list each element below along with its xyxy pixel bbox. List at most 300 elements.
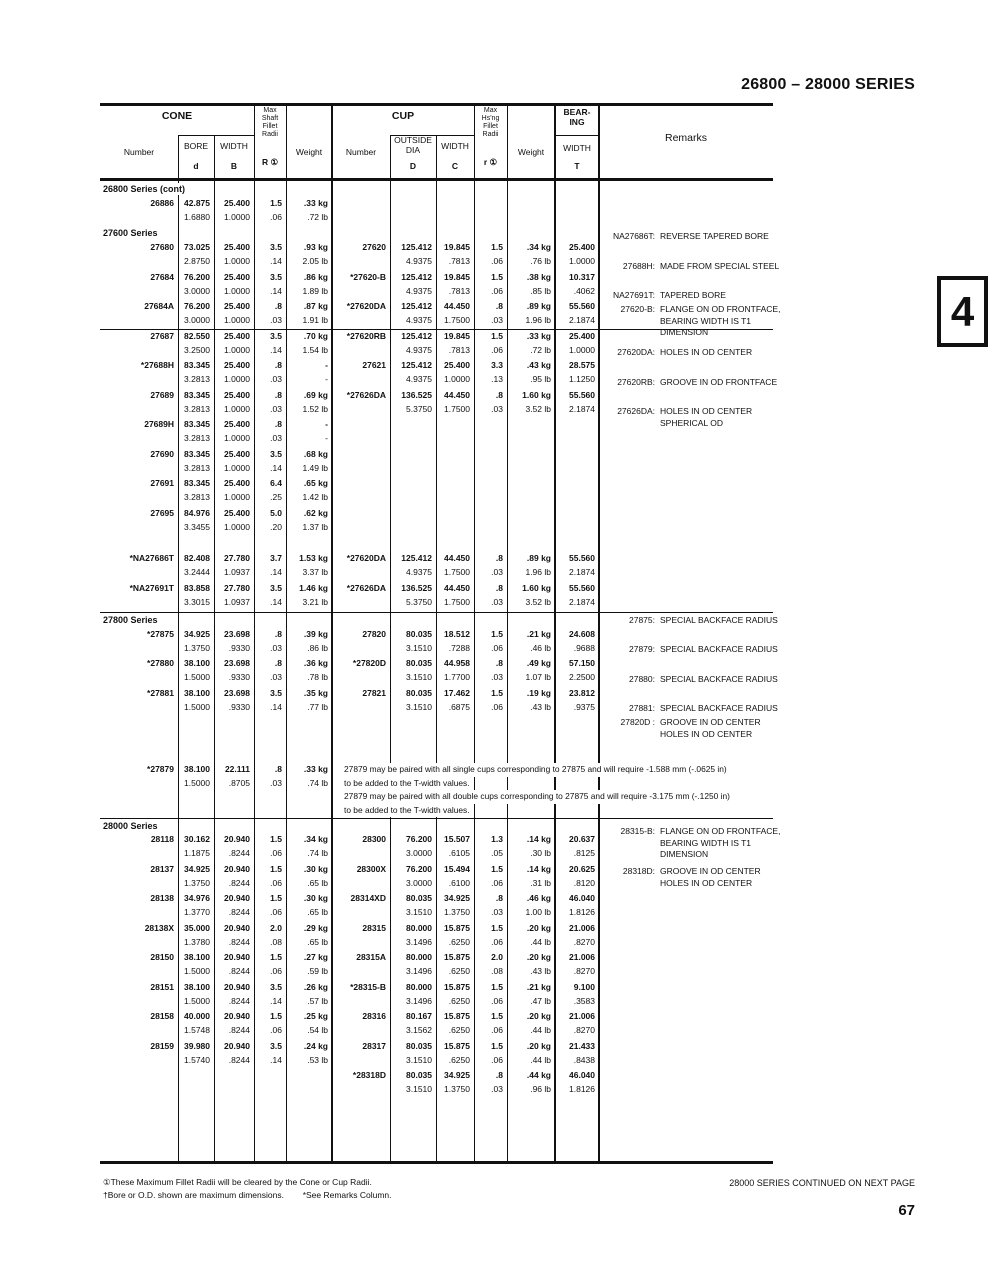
- cone-num-cell: 28150: [150, 952, 174, 962]
- cup-weight-cell: .14 kg .31 lb: [526, 864, 551, 888]
- t-cell: 57.150 2.2500: [569, 658, 595, 682]
- cone-weight-cell: .93 kg 2.05 lb: [302, 242, 328, 266]
- cup-weight-cell: .21 kg .47 lb: [526, 982, 551, 1006]
- cone-width-cell: 23.698 .9330: [224, 688, 250, 712]
- cone-weight-cell: .29 kg .65 lb: [303, 923, 328, 947]
- cone-num-cell: 28138X: [144, 923, 174, 933]
- cone-radii-cell: 3.5 .14: [270, 583, 282, 607]
- footnotes: [103, 1176, 392, 1202]
- cup-weight-cell: .33 kg .72 lb: [526, 331, 551, 355]
- cup-width-cell: 44.958 1.7700: [444, 658, 470, 682]
- t-cell: 10.317 .4062: [569, 272, 595, 296]
- cup-width-cell: 19.845 .7813: [444, 272, 470, 296]
- cup-width-cell: 19.845 .7813: [444, 331, 470, 355]
- cone-radii-cell: 1.5 .06: [270, 864, 282, 888]
- cone-radii-cell: 3.5 .14: [270, 982, 282, 1006]
- cone-bore-cell: 30.162 1.1875: [184, 834, 210, 858]
- cup-width-cell: 15.507 .6105: [444, 834, 470, 858]
- cup-width-cell: 18.512 .7288: [444, 629, 470, 653]
- cone-weight-cell: 1.46 kg 3.21 lb: [299, 583, 328, 607]
- cup-num-cell: 28300X: [356, 864, 386, 874]
- cone-num-cell: 27680: [150, 242, 174, 252]
- cone-num-cell: *27688H: [140, 360, 174, 370]
- cup-width-cell: 15.875 .6250: [444, 952, 470, 976]
- cup-weight-cell: 1.60 kg 3.52 lb: [522, 390, 551, 414]
- cup-weight-cell: .20 kg .44 lb: [526, 1011, 551, 1035]
- remark-text: GROOVE IN OD CENTER HOLES IN OD CENTER: [660, 866, 761, 888]
- cone-width-cell: 25.400 1.0000: [224, 242, 250, 266]
- cup-width-cell: 15.875 .6250: [444, 1011, 470, 1035]
- cone-radii-cell: 2.0 .08: [270, 923, 282, 947]
- cone-weight-cell: .25 kg .54 lb: [303, 1011, 328, 1035]
- cone-weight-cell: .86 kg 1.89 lb: [302, 272, 328, 296]
- cone-weight-cell: .33 kg .72 lb: [303, 198, 328, 222]
- cone-bore-cell: 38.100 1.5000: [184, 982, 210, 1006]
- cone-num-cell: *27880: [147, 658, 174, 668]
- cup-radii-cell: 1.5 .06: [491, 688, 503, 712]
- remark-part-number: 27820D :: [620, 717, 655, 727]
- remark-part-number: NA27686T:: [612, 231, 655, 241]
- cone-width-cell: 27.780 1.0937: [224, 583, 250, 607]
- cup-weight-cell: .34 kg .76 lb: [526, 242, 551, 266]
- cone-num-cell: 28138: [150, 893, 174, 903]
- cone-width-cell: 20.940 .8244: [224, 952, 250, 976]
- cone-radii-cell: .8 .03: [270, 360, 282, 384]
- cup-radii-cell: 1.5 .06: [491, 923, 503, 947]
- t-cell: 55.560 2.1874: [569, 390, 595, 414]
- cone-width-cell: 25.400 1.0000: [224, 390, 250, 414]
- cone-width-cell: 25.400 1.0000: [224, 301, 250, 325]
- cup-od-cell: 136.525 5.3750: [401, 583, 432, 607]
- cone-bore-cell: 83.345 3.2813: [184, 449, 210, 473]
- cone-weight-cell: .87 kg 1.91 lb: [302, 301, 328, 325]
- remark-part-number: 27620-B:: [620, 304, 655, 314]
- cup-radii-cell: 1.5 .06: [491, 272, 503, 296]
- pairing-note: 27879 may be paired with all single cups corresponding to 27875 and will require -1.588 mm (-.0625 in) to be added to the T-width values. 27879 may be paired with all double cups corresponding to 27875 and will require -3.175 mm (-.1250 in) to be added to the T-width values.: [343, 763, 733, 817]
- remark-text: HOLES IN OD CENTER: [660, 347, 753, 357]
- cone-bore-cell: 83.345 3.2813: [184, 419, 210, 443]
- cone-num-cell: 28158: [150, 1011, 174, 1021]
- cup-number-header: Number: [345, 147, 377, 157]
- cone-bore-cell: 38.100 1.5000: [184, 764, 210, 788]
- cone-radii-cell: 6.4 .25: [270, 478, 282, 502]
- cone-bore-cell: 34.976 1.3770: [184, 893, 210, 917]
- remark-text: SPECIAL BACKFACE RADIUS: [660, 674, 778, 684]
- remark-text: MADE FROM SPECIAL STEEL: [660, 261, 780, 271]
- cone-radii-cell: 3.5 .14: [270, 331, 282, 355]
- cone-bore-cell: 83.345 3.2813: [184, 360, 210, 384]
- outside-dia-symbol: D: [409, 161, 417, 171]
- cup-width-cell: 15.875 .6250: [444, 923, 470, 947]
- cone-weight-cell: .27 kg .59 lb: [303, 952, 328, 976]
- cup-radii-cell: .8 .03: [491, 893, 503, 917]
- cone-num-cell: *NA27686T: [129, 553, 174, 563]
- series-group-label: 27800 Series: [102, 614, 163, 626]
- cone-bore-cell: 82.550 3.2500: [184, 331, 210, 355]
- cone-num-cell: 28159: [150, 1041, 174, 1051]
- cup-od-cell: 136.525 5.3750: [401, 390, 432, 414]
- cone-radii-cell: 1.5 .06: [270, 1011, 282, 1035]
- cup-num-cell: *27620-B: [350, 272, 386, 282]
- cone-num-cell: 27684A: [144, 301, 174, 311]
- cup-weight-cell: .44 kg .96 lb: [526, 1070, 551, 1094]
- cone-num-cell: *27881: [147, 688, 174, 698]
- t-cell: 24.608 .9688: [569, 629, 595, 653]
- cup-od-cell: 76.200 3.0000: [406, 864, 432, 888]
- cone-radii-symbol: R ①: [261, 157, 279, 167]
- t-cell: 46.040 1.8126: [569, 893, 595, 917]
- series-group-label: 26800 Series (cont): [102, 183, 190, 195]
- cup-od-cell: 80.035 3.1510: [406, 658, 432, 682]
- bearing-subrule: [555, 135, 599, 136]
- t-cell: 23.812 .9375: [569, 688, 595, 712]
- cone-weight-cell: .69 kg 1.52 lb: [302, 390, 328, 414]
- cup-width-cell: 25.400 1.0000: [444, 360, 470, 384]
- remark-text: SPECIAL BACKFACE RADIUS: [660, 615, 778, 625]
- t-cell: 21.006 .8270: [569, 1011, 595, 1035]
- cone-weight-cell: .33 kg .74 lb: [303, 764, 328, 788]
- remark-text: HOLES IN OD CENTER SPHERICAL OD: [660, 406, 753, 428]
- series-group-label: 28000 Series: [102, 820, 163, 832]
- cone-radii-cell: .8 .03: [270, 419, 282, 443]
- cone-radii-cell: 1.5 .06: [270, 834, 282, 858]
- cup-num-cell: *27620DA: [346, 301, 386, 311]
- cup-radii-cell: .8 .03: [491, 301, 503, 325]
- series-group-label: 27600 Series: [102, 227, 163, 239]
- bearing-table: [100, 103, 781, 1164]
- remark-text: FLANGE ON OD FRONTFACE, BEARING WIDTH IS T1 DIMENSION: [660, 826, 781, 859]
- cup-weight-cell: .46 kg 1.00 lb: [525, 893, 551, 917]
- cup-od-cell: 125.412 4.9375: [401, 360, 432, 384]
- cone-num-cell: 27690: [150, 449, 174, 459]
- cup-width-cell: 34.925 1.3750: [444, 893, 470, 917]
- cup-num-cell: 28315: [362, 923, 386, 933]
- cone-bore-cell: 76.200 3.0000: [184, 272, 210, 296]
- continued-note: 28000 SERIES CONTINUED ON NEXT PAGE: [729, 1178, 915, 1188]
- cup-weight-cell: 1.60 kg 3.52 lb: [522, 583, 551, 607]
- cone-num-cell: *NA27691T: [129, 583, 174, 593]
- cone-num-cell: 27689: [150, 390, 174, 400]
- cup-width-cell: 15.875 .6250: [444, 982, 470, 1006]
- cone-weight-cell: .30 kg .65 lb: [303, 893, 328, 917]
- t-cell: 25.400 1.0000: [569, 242, 595, 266]
- cup-od-cell: 125.412 4.9375: [401, 272, 432, 296]
- cone-radii-cell: .8 .03: [270, 390, 282, 414]
- cup-width-cell: 44.450 1.7500: [444, 583, 470, 607]
- cone-bore-cell: 35.000 1.3780: [184, 923, 210, 947]
- cup-radii-cell: .8 .03: [491, 390, 503, 414]
- remark-text: GROOVE IN OD CENTER HOLES IN OD CENTER: [660, 717, 761, 739]
- cone-bore-cell: 40.000 1.5748: [184, 1011, 210, 1035]
- cup-width-header: WIDTH: [441, 141, 469, 151]
- cone-width-cell: 20.940 .8244: [224, 864, 250, 888]
- cone-width-header: WIDTH: [220, 141, 248, 151]
- cup-weight-cell: .49 kg 1.07 lb: [525, 658, 551, 682]
- cup-od-cell: 80.035 3.1510: [406, 1070, 432, 1094]
- cone-width-cell: 23.698 .9330: [224, 658, 250, 682]
- cup-od-cell: 125.412 4.9375: [401, 331, 432, 355]
- bore-symbol: d: [193, 161, 199, 171]
- cone-subrule: [178, 135, 254, 136]
- cone-bore-cell: 38.100 1.5000: [184, 688, 210, 712]
- cone-weight-cell: .70 kg 1.54 lb: [302, 331, 328, 355]
- remark-part-number: 27688H:: [622, 261, 655, 271]
- t-cell: 21.006 .8270: [569, 952, 595, 976]
- cone-width-cell: 20.940 .8244: [224, 893, 250, 917]
- chapter-tab: [937, 276, 988, 347]
- cone-radii-cell: .8 .03: [270, 629, 282, 653]
- cone-radii-cell: 1.5 .06: [270, 198, 282, 222]
- cone-bore-cell: 82.408 3.2444: [184, 553, 210, 577]
- cone-bore-cell: 83.345 3.2813: [184, 390, 210, 414]
- cone-width-cell: 20.940 .8244: [224, 834, 250, 858]
- cone-weight-cell: .34 kg .74 lb: [303, 834, 328, 858]
- remark-part-number: 27881:: [629, 703, 655, 713]
- remark-part-number: 27875:: [629, 615, 655, 625]
- cup-num-cell: 27821: [362, 688, 386, 698]
- cup-num-cell: 28300: [362, 834, 386, 844]
- cup-od-cell: 80.035 3.1510: [406, 688, 432, 712]
- cone-bore-cell: 84.976 3.3455: [184, 508, 210, 532]
- cup-od-cell: 125.412 4.9375: [401, 301, 432, 325]
- remark-part-number: 27620DA:: [617, 347, 655, 357]
- cone-num-cell: 28151: [150, 982, 174, 992]
- remark-text: SPECIAL BACKFACE RADIUS: [660, 644, 778, 654]
- shaft-fillet-header: Max Shaft Fillet Radii: [261, 107, 279, 138]
- outside-dia-header: OUTSIDE DIA: [394, 135, 432, 155]
- cone-width-cell: 27.780 1.0937: [224, 553, 250, 577]
- cup-num-cell: 28317: [362, 1041, 386, 1051]
- cone-group-header: CONE: [161, 110, 193, 122]
- t-cell: 9.100 .3583: [573, 982, 595, 1006]
- cup-od-cell: 80.000 3.1496: [406, 923, 432, 947]
- cone-radii-cell: 1.5 .06: [270, 952, 282, 976]
- cone-width-cell: 20.940 .8244: [224, 1011, 250, 1035]
- cone-radii-cell: 1.5 .06: [270, 893, 282, 917]
- cone-weight-cell: .65 kg 1.42 lb: [302, 478, 328, 502]
- cup-weight-cell: .20 kg .44 lb: [526, 923, 551, 947]
- t-cell: 46.040 1.8126: [569, 1070, 595, 1094]
- t-cell: 55.560 2.1874: [569, 583, 595, 607]
- cup-od-cell: 125.412 4.9375: [401, 553, 432, 577]
- cone-bore-cell: 76.200 3.0000: [184, 301, 210, 325]
- cone-width-cell: 25.400 1.0000: [224, 198, 250, 222]
- cup-weight-cell: .14 kg .30 lb: [526, 834, 551, 858]
- cone-bore-cell: 83.345 3.2813: [184, 478, 210, 502]
- cone-num-cell: 27695: [150, 508, 174, 518]
- cup-weight-header: Weight: [517, 147, 545, 157]
- bearing-width-symbol: T: [574, 161, 580, 171]
- cup-weight-cell: .89 kg 1.96 lb: [525, 301, 551, 325]
- cup-num-cell: *27620DA: [346, 553, 386, 563]
- cone-width-cell: 22.111 .8705: [224, 764, 250, 788]
- t-cell: 20.637 .8125: [569, 834, 595, 858]
- cup-num-cell: *27620RB: [346, 331, 386, 341]
- cone-width-cell: 25.400 1.0000: [224, 360, 250, 384]
- cup-weight-cell: .20 kg .43 lb: [526, 952, 551, 976]
- remark-part-number: 27626DA:: [617, 406, 655, 416]
- cone-radii-cell: 3.5 .14: [270, 688, 282, 712]
- cup-radii-cell: .8 .03: [491, 1070, 503, 1094]
- t-cell: 20.625 .8120: [569, 864, 595, 888]
- cone-weight-cell: .35 kg .77 lb: [303, 688, 328, 712]
- cup-radii-cell: .8 .03: [491, 553, 503, 577]
- remark-part-number: 27880:: [629, 674, 655, 684]
- hsng-fillet-header: Max Hs'ng Fillet Radii: [481, 107, 500, 138]
- cone-bore-cell: 38.100 1.5000: [184, 952, 210, 976]
- cup-num-cell: *27626DA: [346, 390, 386, 400]
- cone-weight-cell: 1.53 kg 3.37 lb: [299, 553, 328, 577]
- chapter-tab-number: 4: [950, 288, 975, 335]
- cone-number-header: Number: [123, 147, 155, 157]
- t-cell: 21.006 .8270: [569, 923, 595, 947]
- cup-num-cell: 27620: [362, 242, 386, 252]
- cone-num-cell: 26886: [150, 198, 174, 208]
- cone-weight-cell: .62 kg 1.37 lb: [302, 508, 328, 532]
- cup-num-cell: 27621: [362, 360, 386, 370]
- remark-part-number: 28318D:: [622, 866, 655, 876]
- cone-width-cell: 25.400 1.0000: [224, 449, 250, 473]
- cup-radii-cell: 1.3 .05: [491, 834, 503, 858]
- cup-od-cell: 125.412 4.9375: [401, 242, 432, 266]
- remark-part-number: 27620RB:: [617, 377, 655, 387]
- cone-bore-cell: 38.100 1.5000: [184, 658, 210, 682]
- t-cell: 21.433 .8438: [569, 1041, 595, 1065]
- cup-weight-cell: .38 kg .85 lb: [526, 272, 551, 296]
- cone-num-cell: 27691: [150, 478, 174, 488]
- remarks-column: [599, 103, 781, 1164]
- cup-num-cell: 28314XD: [350, 893, 386, 903]
- remark-text: REVERSE TAPERED BORE: [660, 231, 769, 241]
- cone-bore-cell: 39.980 1.5740: [184, 1041, 210, 1065]
- cone-radii-cell: .8 .03: [270, 301, 282, 325]
- cone-radii-cell: 3.5 .14: [270, 272, 282, 296]
- cone-radii-cell: 3.5 .14: [270, 449, 282, 473]
- cone-radii-cell: 3.7 .14: [270, 553, 282, 577]
- remark-text: FLANGE ON OD FRONTFACE, BEARING WIDTH IS T1 DIMENSION: [660, 304, 781, 337]
- cone-num-cell: 28118: [150, 834, 174, 844]
- cone-num-cell: 27687: [150, 331, 174, 341]
- cup-radii-symbol: r ①: [483, 157, 498, 167]
- t-cell: 28.575 1.1250: [569, 360, 595, 384]
- cup-radii-cell: 1.5 .06: [491, 1041, 503, 1065]
- cup-radii-cell: 1.5 .06: [491, 982, 503, 1006]
- cone-radii-cell: 5.0 .20: [270, 508, 282, 532]
- cone-width-cell: 25.400 1.0000: [224, 419, 250, 443]
- cup-weight-cell: .20 kg .44 lb: [526, 1041, 551, 1065]
- cone-bore-cell: 83.858 3.3015: [184, 583, 210, 607]
- cup-width-cell: 17.462 .6875: [444, 688, 470, 712]
- page-number: 67: [898, 1202, 915, 1219]
- cup-radii-cell: .8 .03: [491, 658, 503, 682]
- cup-width-cell: 15.875 .6250: [444, 1041, 470, 1065]
- cone-bore-cell: 42.875 1.6880: [184, 198, 210, 222]
- remark-part-number: 27879:: [629, 644, 655, 654]
- cone-weight-cell: .24 kg .53 lb: [303, 1041, 328, 1065]
- cone-num-cell: 28137: [150, 864, 174, 874]
- cup-weight-cell: .89 kg 1.96 lb: [525, 553, 551, 577]
- cup-od-cell: 80.035 3.1510: [406, 1041, 432, 1065]
- cup-width-cell: 15.494 .6100: [444, 864, 470, 888]
- cone-width-cell: 20.940 .8244: [224, 923, 250, 947]
- remark-text: TAPERED BORE: [660, 290, 726, 300]
- t-cell: 55.560 2.1874: [569, 553, 595, 577]
- remark-part-number: 28315-B:: [620, 826, 655, 836]
- cup-width-cell: 34.925 1.3750: [444, 1070, 470, 1094]
- cup-weight-cell: .21 kg .46 lb: [526, 629, 551, 653]
- cup-radii-cell: 3.3 .13: [491, 360, 503, 384]
- cup-od-cell: 80.035 3.1510: [406, 629, 432, 653]
- remark-text: SPECIAL BACKFACE RADIUS: [660, 703, 778, 713]
- cone-weight-cell: - -: [325, 360, 328, 384]
- cone-width-cell: 20.940 .8244: [224, 1041, 250, 1065]
- cone-weight-cell: .39 kg .86 lb: [303, 629, 328, 653]
- cone-width-symbol: B: [230, 161, 238, 171]
- page-title: 26800 – 28000 SERIES: [741, 76, 915, 93]
- cup-radii-cell: 1.5 .06: [491, 629, 503, 653]
- cup-width-cell: 19.845 .7813: [444, 242, 470, 266]
- t-cell: 25.400 1.0000: [569, 331, 595, 355]
- cone-weight-cell: .26 kg .57 lb: [303, 982, 328, 1006]
- cup-od-cell: 80.000 3.1496: [406, 982, 432, 1006]
- cup-radii-cell: 2.0 .08: [491, 952, 503, 976]
- cup-od-cell: 80.167 3.1562: [406, 1011, 432, 1035]
- cup-radii-cell: 1.5 .06: [491, 1011, 503, 1035]
- cone-width-cell: 20.940 .8244: [224, 982, 250, 1006]
- cup-num-cell: 27820: [362, 629, 386, 639]
- cone-weight-cell: .36 kg .78 lb: [303, 658, 328, 682]
- cup-od-cell: 80.000 3.1496: [406, 952, 432, 976]
- cone-bore-cell: 34.925 1.3750: [184, 864, 210, 888]
- cup-weight-cell: .19 kg .43 lb: [526, 688, 551, 712]
- cup-group-header: CUP: [391, 110, 415, 122]
- remark-part-number: NA27691T:: [612, 290, 655, 300]
- cup-width-cell: 44.450 1.7500: [444, 553, 470, 577]
- cup-width-cell: 44.450 1.7500: [444, 390, 470, 414]
- bearing-width-header: WIDTH: [563, 143, 591, 153]
- cup-num-cell: *28318D: [352, 1070, 386, 1080]
- cone-weight-cell: - -: [325, 419, 328, 443]
- cone-width-cell: 25.400 1.0000: [224, 331, 250, 355]
- cone-width-cell: 25.400 1.0000: [224, 272, 250, 296]
- cup-num-cell: *28315-B: [350, 982, 386, 992]
- cup-od-cell: 76.200 3.0000: [406, 834, 432, 858]
- footnote-bore-line: †Bore or O.D. shown are maximum dimensions. *See Remarks Column.: [103, 1190, 392, 1200]
- footnote-fillet: ①These Maximum Fillet Radii will be cleared by the Cone or Cup Radii.: [103, 1177, 372, 1187]
- bearing-group-header: BEAR- ING: [563, 107, 591, 127]
- cone-num-cell: *27879: [147, 764, 174, 774]
- cup-width-cell: 44.450 1.7500: [444, 301, 470, 325]
- cone-radii-cell: 3.5 .14: [270, 242, 282, 266]
- cup-radii-cell: 1.5 .06: [491, 331, 503, 355]
- cup-num-cell: 28315A: [356, 952, 386, 962]
- remark-text: GROOVE IN OD FRONTFACE: [660, 377, 778, 387]
- bore-header: BORE: [183, 141, 209, 151]
- cone-radii-cell: 3.5 .14: [270, 1041, 282, 1065]
- cone-width-cell: 23.698 .9330: [224, 629, 250, 653]
- cone-weight-header: Weight: [295, 147, 323, 157]
- cone-bore-cell: 34.925 1.3750: [184, 629, 210, 653]
- cone-weight-cell: .30 kg .65 lb: [303, 864, 328, 888]
- cone-bore-cell: 73.025 2.8750: [184, 242, 210, 266]
- cone-radii-cell: .8 .03: [270, 764, 282, 788]
- cone-weight-cell: .68 kg 1.49 lb: [302, 449, 328, 473]
- cone-num-cell: 27689H: [144, 419, 174, 429]
- cup-radii-cell: 1.5 .06: [491, 864, 503, 888]
- cone-width-cell: 25.400 1.0000: [224, 508, 250, 532]
- cup-num-cell: *27820D: [352, 658, 386, 668]
- cup-od-cell: 80.035 3.1510: [406, 893, 432, 917]
